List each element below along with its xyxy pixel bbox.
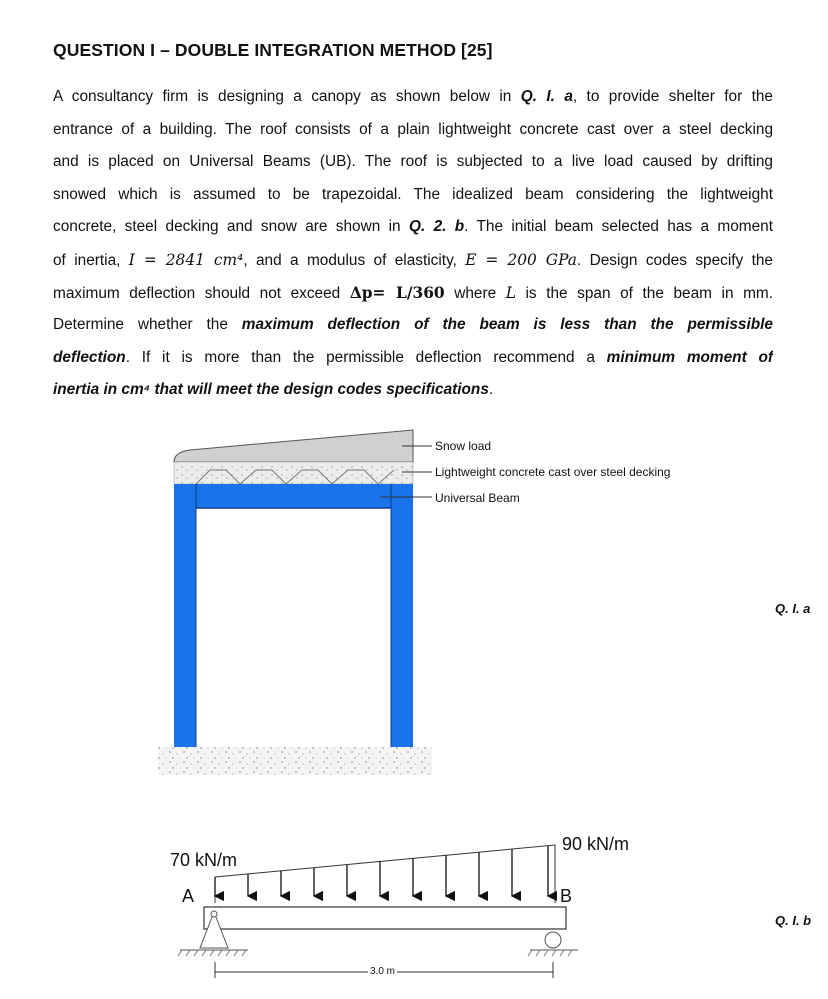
text: A consultancy firm is designing a canopy as shown below in (53, 88, 521, 105)
inertia-value: I = 2841 cm⁴ (128, 250, 244, 269)
support-b-label: B (560, 886, 573, 906)
text: is the span of the beam in mm. (515, 284, 773, 302)
text: of inertia, (53, 251, 129, 269)
text: maximum deflection should not exceed (53, 284, 350, 302)
universal-beam (196, 484, 391, 508)
bold-phrase: maximum deflection of the beam is less than the permissible (241, 316, 773, 334)
left-load-label: 70 kN/m (170, 850, 238, 870)
concrete-deck (174, 462, 413, 484)
left-column (174, 484, 196, 747)
para-line-2: entrance of a building. The roof consists of a plain lightweight concrete cast over a steel decking (53, 120, 773, 138)
text: . Design codes specify the (576, 251, 773, 269)
right-load-label: 90 kN/m (562, 834, 630, 854)
text: . (488, 381, 494, 399)
support-a-label: A (182, 886, 195, 906)
right-column (391, 484, 413, 747)
para-line-4: snowed which is assumed to be trapezoidal. The idealized beam considering the lightweight (53, 185, 773, 203)
question-heading: QUESTION I – DOUBLE INTEGRATION METHOD [25] (53, 40, 493, 60)
figure-ref-b: Q. 2. b (408, 218, 465, 236)
snow-load-shape (174, 430, 413, 462)
text: where (444, 284, 506, 302)
text: concrete, steel decking and snow are shown in (53, 218, 409, 236)
ground (158, 747, 432, 775)
text: , and a modulus of elasticity, (243, 251, 466, 269)
text: Determine whether the (53, 316, 242, 334)
figure-ref-a: Q. I. a (520, 88, 573, 105)
figure-a-caption: Q. I. a (775, 601, 811, 616)
span-label: 3.0 m (370, 966, 396, 977)
beam-label: Universal Beam (435, 491, 520, 505)
concrete-label: Lightweight concrete cast over steel decking (435, 465, 671, 479)
para-line-3: and is placed on Universal Beams (UB). The roof is subjected to a live load caused by drifting (53, 153, 773, 171)
figure-b-caption: Q. I. b (775, 913, 812, 928)
span-symbol: L (505, 283, 516, 302)
bold-phrase: inertia in cm⁴ that will meet the design codes specifications (53, 381, 489, 399)
bold-phrase: minimum moment of (606, 348, 773, 366)
deflection-limit: Δp= L/360 (349, 283, 445, 302)
modulus-value: E = 200 GPa (465, 250, 577, 269)
text: . The initial beam selected has a moment (464, 218, 773, 236)
text: , to provide shelter for the (572, 88, 773, 105)
bold-phrase: deflection (53, 348, 126, 366)
snow-load-label: Snow load (435, 439, 492, 453)
text: . If it is more than the permissible deflection recommend a (125, 348, 607, 366)
